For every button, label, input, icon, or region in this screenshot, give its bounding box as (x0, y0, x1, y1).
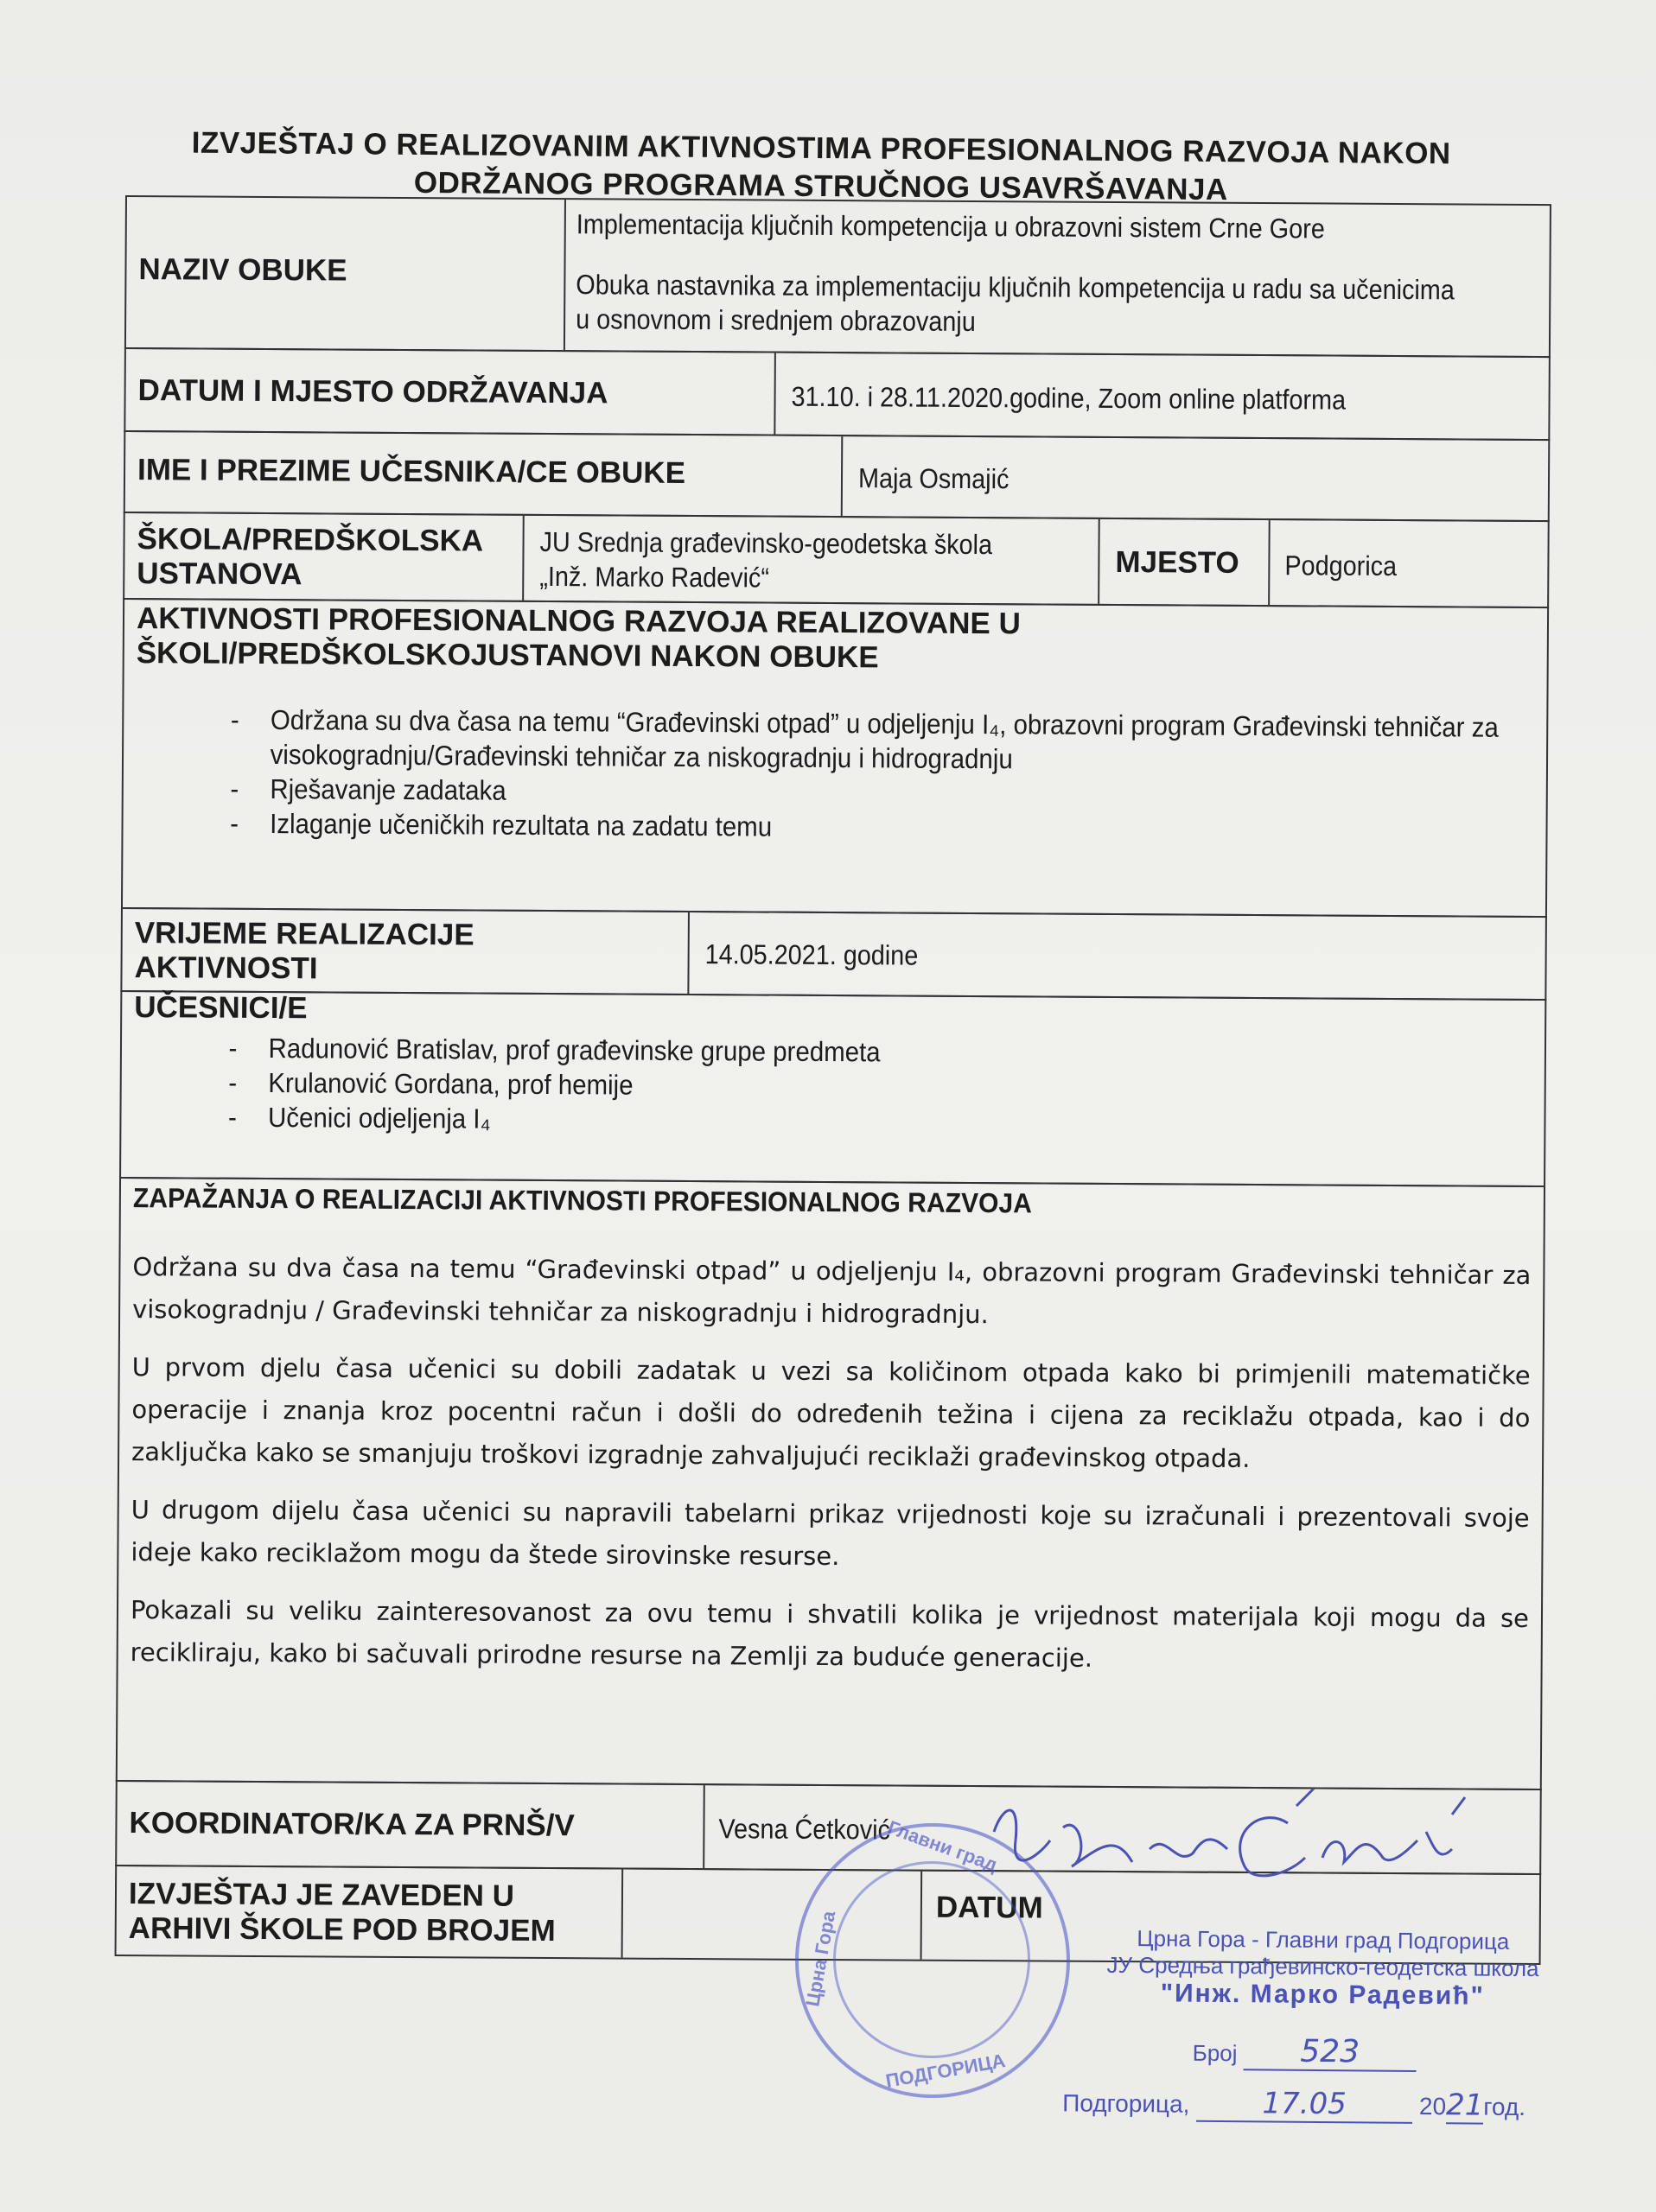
school-stamp (1062, 1924, 1583, 2125)
aktivnosti-item-2: - Rješavanje zadataka (167, 771, 1519, 814)
zapazanja-paragraph-1: Održana su dva časa na temu “Građevinski otpad” u odjeljenju I₄, obrazovni program Građevinski tehničar za visokogradnju / Građevinski tehničar za niskogradnju i hidrogradnju. (132, 1252, 1532, 1330)
vrijeme-label (134, 916, 474, 987)
skola-label-line-2: USTANOVA (137, 556, 303, 592)
row-ucesnici (119, 990, 1546, 1187)
skola-value-line-1: JU Srednja građevinsko-geodetska škola (539, 525, 993, 561)
naziv-obuke-line-1: Implementacija ključnih kompetencija u obrazovni sistem Crne Gore (576, 208, 1325, 245)
year-suffix: год. (1483, 2093, 1526, 2121)
datum-mjesto-value: 31.10. i 28.11.2020.godine, Zoom online platforma (791, 380, 1347, 416)
vrijeme-label-line-2: AKTIVNOSTI (134, 950, 318, 986)
ucesnik-label: IME I PREZIME UČESNIKA/CE OBUKE (137, 453, 686, 490)
mjesto-value: Podgorica (1284, 550, 1398, 582)
ucesnici-item-1: - Radunović Bratislav, prof građevinske grupe predmeta (165, 1030, 1358, 1071)
zapazanja-paragraph-3: U drugom dijelu časa učenici su napravili tabelarni prikaz vrijednosti koje su izračunali i prezentovali svoje ideje kako reciklažom mogu da štede sirovinske resurse. (131, 1495, 1530, 1572)
school-stamp-line-2: ЈУ Средња грађевинско-геодетска школа (1106, 1951, 1539, 1982)
naziv-obuke-line-2: Obuka nastavnika za implementaciju ključnih kompetencija u radu sa učenicima (576, 269, 1455, 306)
skola-value-line-2: „Inž. Marko Radević“ (539, 560, 770, 594)
date-row (1062, 2084, 1581, 2125)
ucesnici-item-3: - Učenici odjeljenja I₄ (164, 1099, 1357, 1141)
naziv-obuke-line-3: u osnovnom i srednjem obrazovanju (576, 303, 976, 338)
skola-label-line-1: ŠKOLA/PREDŠKOLSKA (137, 522, 484, 558)
vrijeme-label-line-1: VRIJEME REALIZACIJE (134, 916, 475, 952)
broj-row (1193, 2033, 1582, 2074)
koordinator-label: KOORDINATOR/KA ZA PRNŠ/V (129, 1806, 575, 1843)
aktivnosti-item-1: - Održana su dva časa na temu “Građevinski otpad” u odjeljenju I₄, obrazovni program Građevinski tehničar za visokogradnju/Građevinski tehničar za niskogradnju i hidrogradnju (167, 702, 1519, 779)
row-ucesnik (124, 430, 1551, 522)
zapazanja-heading: ZAPAŽANJA O REALIZACIJI AKTIVNOSTI PROFESIONALNOG RAZVOJA (132, 1182, 1033, 1219)
ucesnici-label: UČESNICI/E (134, 990, 308, 1026)
place-label: Подгорица, (1062, 2089, 1190, 2118)
naziv-obuke-value (576, 200, 1545, 356)
arhiva-label-line-2: ARHIVI ŠKOLE POD BROJEM (128, 1911, 556, 1948)
title-line-2: ODRŽANOG PROGRAMA STRUČNOG USAVRŠAVANJA (413, 165, 1228, 207)
year-value: 21 (1445, 2088, 1484, 2123)
row-naziv-obuke (124, 195, 1551, 358)
aktivnosti-list (166, 702, 1636, 849)
row-skola (123, 512, 1550, 608)
aktivnosti-heading-line-1: AKTIVNOSTI PROFESIONALNOG RAZVOJA REALIZOVANE U (136, 601, 1021, 641)
zapazanja-paragraph-4: Pokazali su veliku zainteresovanost za ovu temu i shvatili kolika je vrijednost materijala koji mogu da se recikliraju, kako bi sačuvali prirodne resurse na Zemlji za buduće generacije. (130, 1595, 1530, 1673)
arhiva-label (129, 1877, 556, 1948)
broj-value: 523 (1244, 2033, 1417, 2072)
year-prefix: 20 (1418, 2092, 1447, 2120)
date-value: 17.05 (1196, 2086, 1412, 2124)
row-datum-mjesto (124, 347, 1551, 441)
row-zapazanja (116, 1177, 1545, 1790)
zapazanja-body (130, 1246, 1531, 1698)
naziv-obuke-label: NAZIV OBUKE (138, 252, 347, 288)
aktivnosti-item-3: - Izlaganje učeničkih rezultata na zadatu temu (166, 805, 1518, 849)
arhiva-label-line-1: IZVJEŠTAJ JE ZAVEDEN U (128, 1877, 515, 1913)
ucesnik-value: Maja Osmajić (857, 462, 1010, 495)
aktivnosti-heading-line-2: ŠKOLI/PREDŠKOLSKOJUSTANOVI NAKON OBUKE (136, 636, 879, 675)
mjesto-label: MJESTO (1115, 545, 1239, 580)
koordinator-value: Vesna Ćetković (718, 1813, 891, 1846)
aktivnosti-heading (137, 601, 1021, 676)
vrijeme-value: 14.05.2021. godine (704, 938, 919, 971)
ucesnici-item-2: - Krulanović Gordana, prof hemije (165, 1065, 1358, 1106)
zapazanja-paragraph-2: U prvom djelu časa učenici su dobili zadatak u vezi sa količinom otpada kako bi primjenili matematičke operacije i znanja kroz pocentni račun i došli do određenih težina i cijena za reciklažu otpada, kao i do zaključka kako se smanjuju troškovi izgradnje zahvaljujući reciklaži građevinskog otpada. (131, 1352, 1531, 1473)
skola-label (137, 522, 483, 593)
broj-label: Број (1192, 2039, 1238, 2067)
row-vrijeme (120, 907, 1547, 1001)
school-stamp-line-3: "Инж. Марко Радевић" (1160, 1979, 1485, 2011)
datum-label: DATUM (935, 1890, 1043, 1925)
school-stamp-line-1: Црна Гора - Главни град Подгорица (1137, 1925, 1510, 1955)
signature (968, 1780, 1521, 1901)
datum-mjesto-label: DATUM I MJESTO ODRŽAVANJA (137, 373, 608, 410)
row-aktivnosti (121, 598, 1549, 918)
skola-value (539, 524, 1042, 597)
report-form (114, 195, 1551, 1979)
ucesnici-list (164, 1030, 1462, 1141)
title-line-1: IZVJEŠTAJ O REALIZOVANIM AKTIVNOSTIMA PROFESIONALNOG RAZVOJA NAKON (191, 125, 1451, 171)
round-stamp: Главни град Црна Гора ПОДГОРИЦА (795, 1823, 1070, 2098)
